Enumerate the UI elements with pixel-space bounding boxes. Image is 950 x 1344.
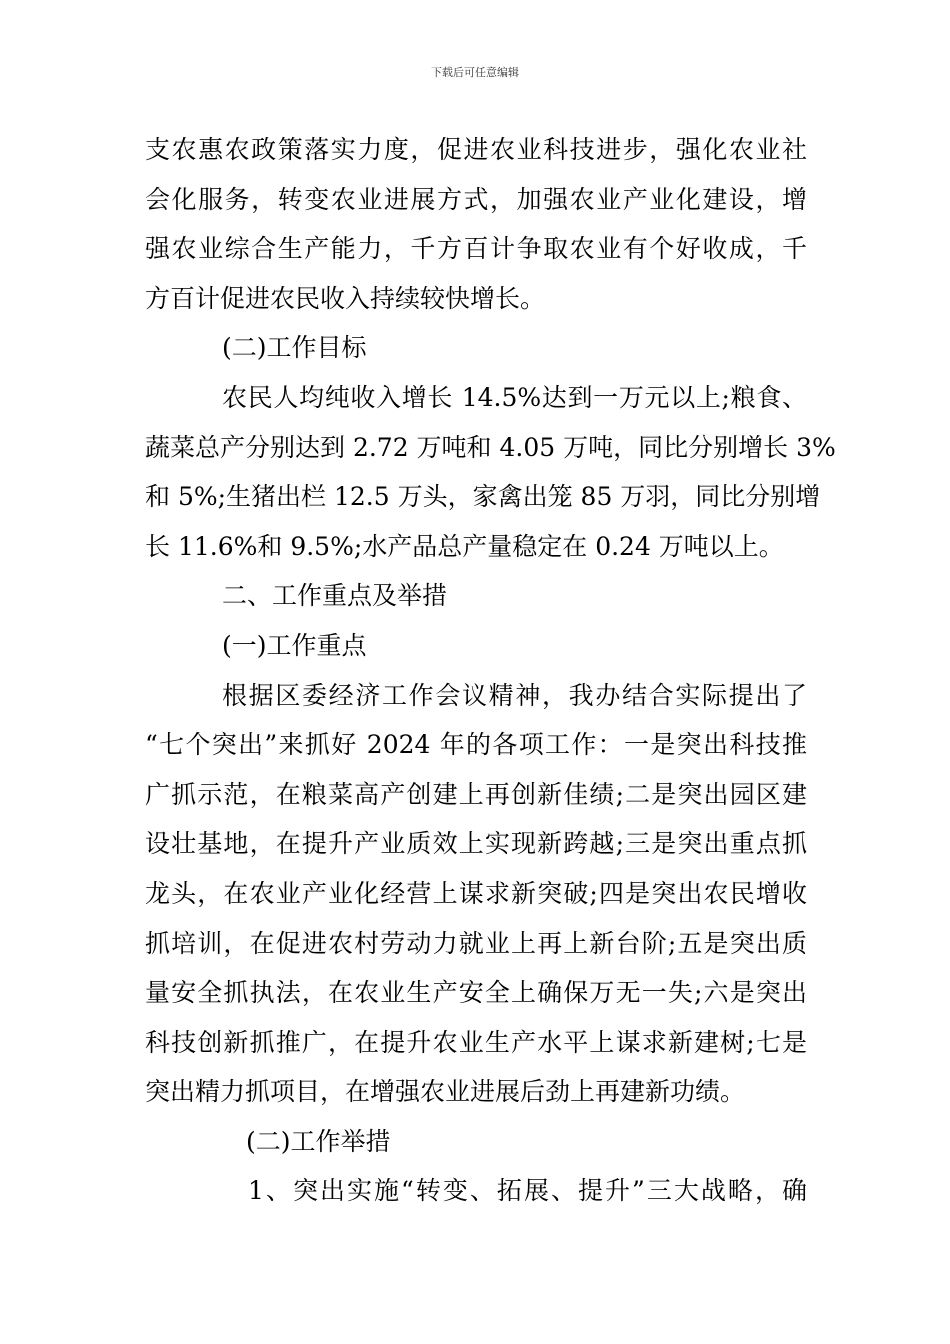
text-line: 科技创新抓推广，在提升农业生产水平上谋求新建树;七是 [145, 1027, 807, 1057]
paragraph-focus [145, 671, 807, 1117]
text-line: 蔬菜总产分别达到 2.72 万吨和 4.05 万吨，同比分别增长 3% [145, 432, 836, 462]
text-line: 和 5%;生猪出栏 12.5 万头，家禽出笼 85 万羽，同比分别增 [145, 482, 821, 512]
text-line: 龙头，在农业产业化经营上谋求新突破;四是突出农民增收 [145, 878, 807, 908]
text-line: 量安全抓执法，在农业生产安全上确保万无一失;六是突出 [145, 978, 807, 1008]
text-line: 广抓示范，在粮菜高产创建上再创新佳绩;二是突出园区建 [145, 779, 807, 809]
text-line: 农民人均纯收入增长 14.5%达到一万元以上;粮食、 [222, 382, 807, 412]
text-line: 强农业综合生产能力，千方百计争取农业有个好收成，千 [145, 234, 807, 264]
text-line: 抓培训，在促进农村劳动力就业上再上新台阶;五是突出质 [145, 928, 807, 958]
text-line: 方百计促进农民收入持续较快增长。 [145, 283, 546, 313]
document-body [145, 125, 836, 1216]
paragraph-goals [145, 373, 836, 571]
text-line: 支农惠农政策落实力度，促进农业科技进步，强化农业社 [145, 135, 807, 164]
text-line: 突出精力抓项目，在增强农业进展后劲上再建新功绩。 [145, 1077, 746, 1107]
text-line: 设壮基地，在提升产业质效上实现新跨越;三是突出重点抓 [145, 829, 807, 859]
text-line: 根据区委经济工作会议精神，我办结合实际提出了 [222, 680, 807, 710]
text-line: 长 11.6%和 9.5%;水产品总产量稳定在 0.24 万吨以上。 [145, 531, 784, 561]
text-line: 会化服务，转变农业进展方式，加强农业产业化建设，增 [145, 184, 807, 214]
heading-work-measures: (二)工作举措 [246, 1126, 391, 1156]
heading-work-focus: (一)工作重点 [222, 630, 367, 660]
heading-work-goal: (二)工作目标 [222, 333, 367, 363]
paragraph-measures-first-line: 1、突出实施“转变、拓展、提升”三大战略，确 [248, 1176, 807, 1206]
text-line: “七个突出”来抓好 2024 年的各项工作：一是突出科技推 [145, 730, 807, 760]
page-header: 下载后可任意编辑 [431, 66, 519, 79]
paragraph-intro [145, 125, 807, 323]
heading-section-2: 二、工作重点及举措 [222, 581, 448, 611]
